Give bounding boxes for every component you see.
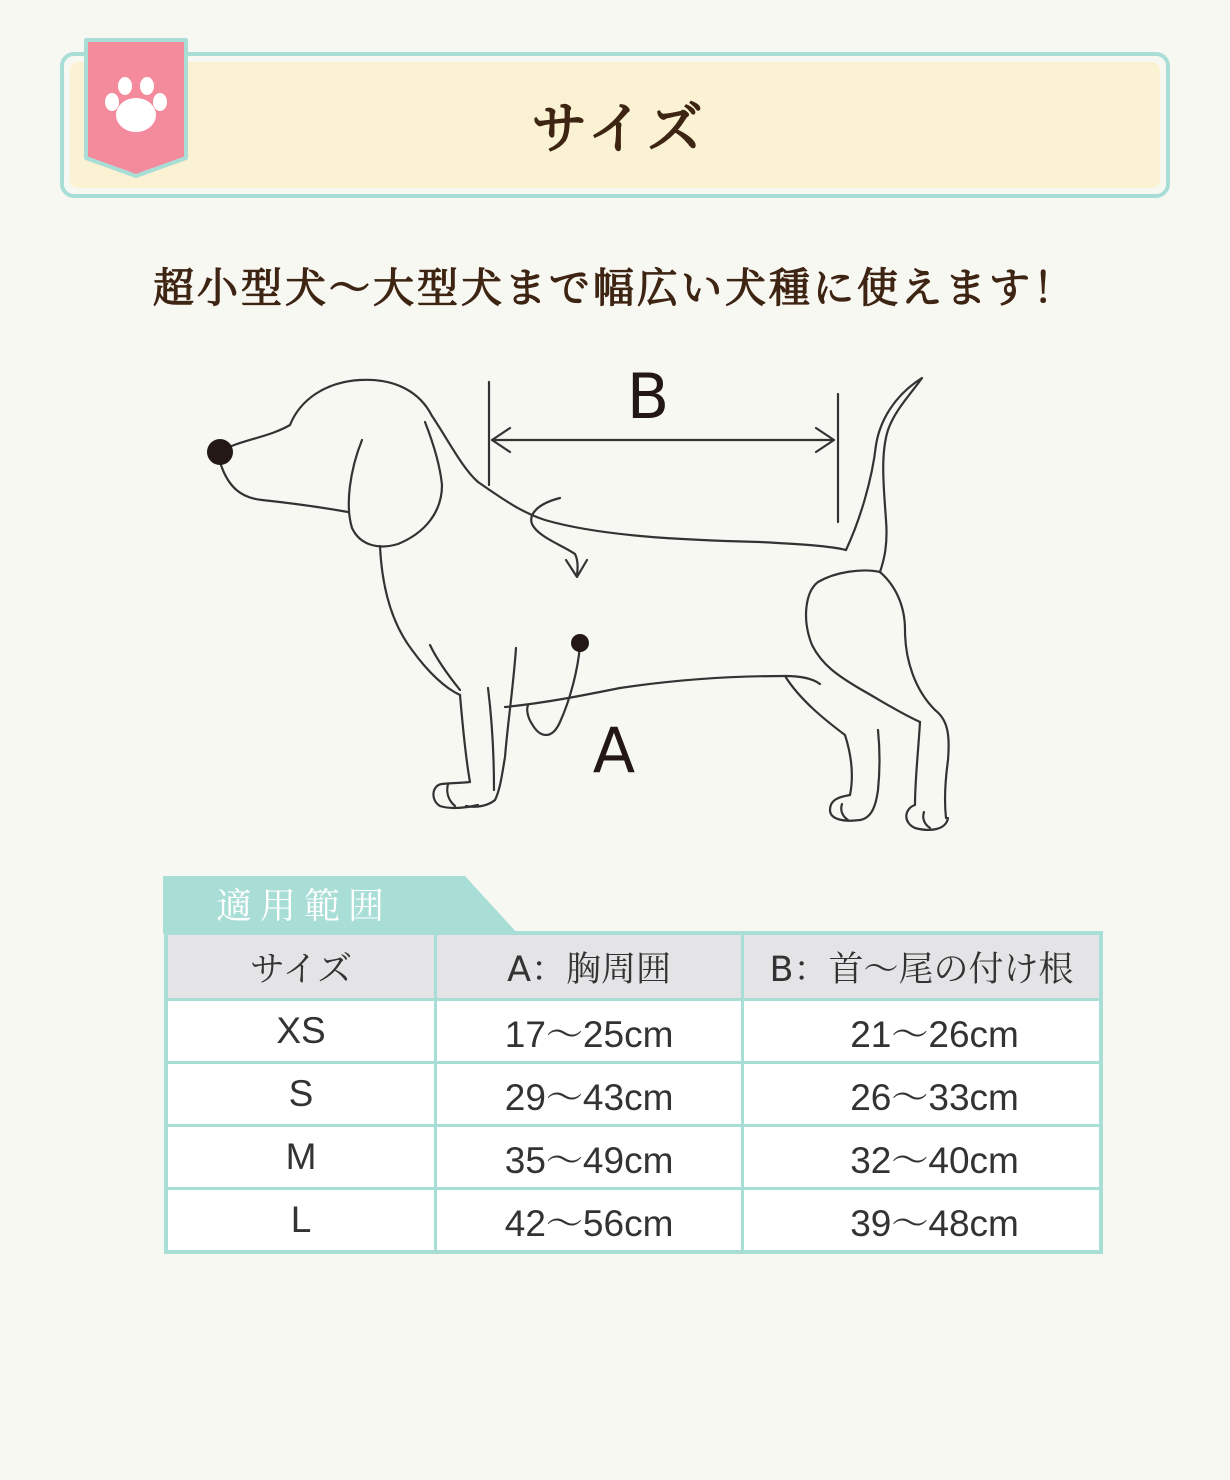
table-row [166,1126,1101,1189]
chest-cell: 29〜43cm [436,1063,743,1126]
size-cell: L [166,1189,436,1253]
subtitle: 超小型犬〜大型犬まで幅広い犬種に使えます！ [153,264,1077,312]
chest-cell: 17〜25cm [436,1000,743,1063]
header-neck-to-tail: B：首〜尾の付け根 [743,933,1101,1000]
label-a: A [592,714,636,787]
size-table [164,931,1103,1254]
table-row [166,1063,1101,1126]
size-cell: M [166,1126,436,1189]
dog-measurement-illustration [190,360,970,840]
size-cell: XS [166,1000,436,1063]
table-tab-label: 適用範囲 [216,886,393,927]
header-banner [60,52,1170,198]
table-row [166,1189,1101,1253]
chest-cell: 35〜49cm [436,1126,743,1189]
ribbon-badge [82,36,190,178]
neck-to-tail-cell: 26〜33cm [743,1063,1101,1126]
neck-to-tail-cell: 39〜48cm [743,1189,1101,1253]
header-size: サイズ [166,933,436,1000]
label-b: B [626,360,670,433]
neck-to-tail-cell: 32〜40cm [743,1126,1101,1189]
header-inner [70,62,1160,188]
neck-to-tail-cell: 21〜26cm [743,1000,1101,1063]
table-row [166,1000,1101,1063]
size-cell: S [166,1063,436,1126]
header-chest: A：胸周囲 [436,933,743,1000]
chest-cell: 42〜56cm [436,1189,743,1253]
page-title: サイズ [531,97,707,162]
table-header-row [166,933,1101,1000]
